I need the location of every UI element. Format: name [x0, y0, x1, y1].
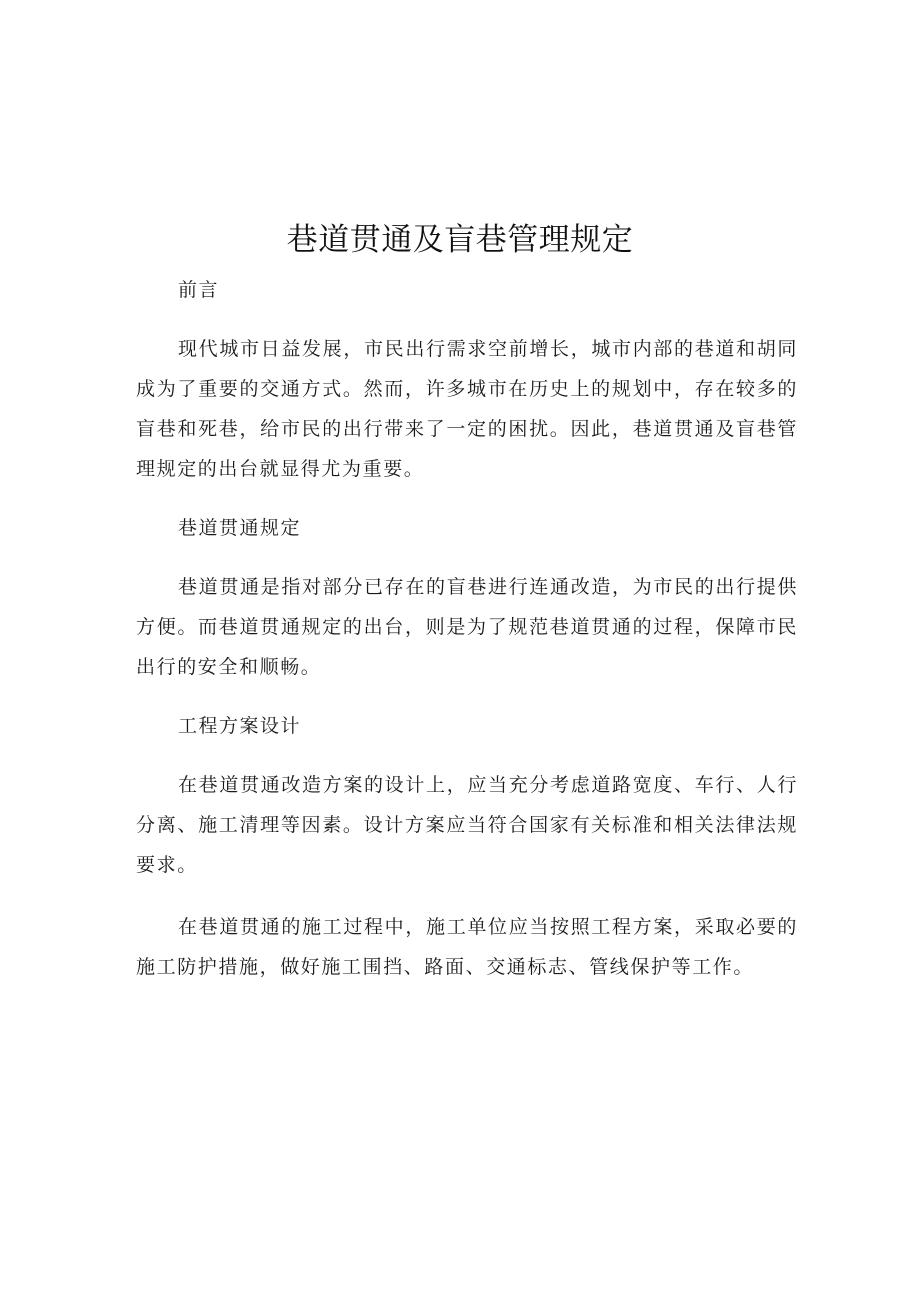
body-paragraph: 在巷道贯通改造方案的设计上，应当充分考虑道路宽度、车行、人行分离、施工清理等因素。设计方案应当符合国家有关标准和相关法律法规要求。 — [136, 774, 798, 876]
section-heading: 巷道贯通规定 — [178, 517, 302, 539]
section-tunnel-regulation — [136, 511, 798, 687]
document-title: 巷道贯通及盲巷管理规定 — [286, 222, 634, 258]
body-paragraph: 现代城市日益发展，市民出行需求空前增长，城市内部的巷道和胡同成为了重要的交通方式。然而，许多城市在历史上的规划中，存在较多的盲巷和死巷，给市民的出行带来了一定的困扰。因此，巷道贯通及盲巷管理规定的出台就显得尤为重要。 — [136, 338, 798, 480]
body-paragraph: 在巷道贯通的施工过程中，施工单位应当按照工程方案，采取必要的施工防护措施，做好施工围挡、路面、交通标志、管线保护等工作。 — [136, 916, 798, 978]
section-heading: 工程方案设计 — [178, 715, 302, 737]
section-preface — [136, 273, 798, 489]
document-body — [136, 273, 798, 1009]
section-heading: 前言 — [178, 279, 220, 301]
body-paragraph: 巷道贯通是指对部分已存在的盲巷进行连通改造，为市民的出行提供方便。而巷道贯通规定的出台，则是为了规范巷道贯通的过程，保障市民出行的安全和顺畅。 — [136, 576, 798, 678]
section-engineering-design — [136, 709, 798, 987]
